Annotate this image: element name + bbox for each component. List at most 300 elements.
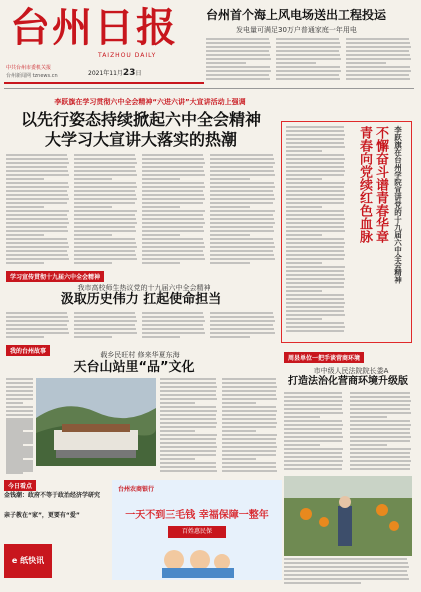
text-line (350, 428, 410, 430)
text-line (160, 406, 216, 408)
text-line (74, 214, 135, 216)
text-line (142, 316, 204, 318)
text-line (160, 450, 216, 452)
text-line (350, 468, 410, 470)
text-line (346, 78, 410, 80)
text-line (286, 134, 345, 136)
text-line (210, 214, 273, 216)
text-line (346, 46, 411, 48)
text-line (74, 158, 136, 160)
text-line (160, 430, 195, 432)
text-column (222, 378, 278, 474)
text-line (142, 254, 204, 256)
text-line (286, 218, 345, 220)
text-line (350, 416, 387, 418)
text-line (74, 186, 137, 188)
text-line (142, 178, 180, 180)
text-line (210, 226, 273, 228)
text-line (286, 230, 345, 232)
text-line (286, 226, 344, 228)
text-line (286, 246, 344, 248)
text-line (6, 456, 33, 458)
text-column (142, 154, 206, 268)
text-line (346, 70, 411, 72)
text-line (284, 582, 361, 584)
text-line (286, 158, 345, 160)
text-line (6, 178, 44, 180)
text-line (6, 414, 33, 416)
text-line (222, 438, 276, 440)
text-line (6, 190, 67, 192)
text-line (206, 50, 269, 52)
text-line (142, 230, 204, 232)
text-line (222, 446, 277, 448)
text-line (6, 254, 68, 256)
text-line (286, 206, 322, 208)
text-line (286, 150, 322, 152)
text-column (74, 312, 138, 342)
text-line (74, 222, 137, 224)
text-line (350, 412, 411, 414)
text-line (350, 456, 410, 458)
text-line (286, 322, 344, 324)
text-line (350, 432, 410, 434)
text-line (346, 62, 386, 64)
text-line (210, 246, 275, 248)
text-line (206, 54, 270, 56)
text-line (284, 400, 343, 402)
text-line (286, 170, 345, 172)
top-right-subhead: 发电量可满足30万户普通家庭一年用电 (236, 26, 357, 34)
text-line (210, 230, 274, 232)
text-line (206, 58, 271, 60)
ad-headline: 一天不到三毛钱 幸福保障一整年 (125, 510, 269, 521)
text-line (206, 42, 270, 44)
text-line (6, 432, 33, 434)
text-line (74, 238, 135, 240)
text-line (284, 448, 343, 450)
text-line (210, 174, 275, 176)
text-line (160, 442, 216, 444)
text-line (210, 312, 273, 314)
text-line (286, 214, 344, 216)
feature-title-2: 不懈奋斗谱青春华章 (373, 126, 388, 243)
text-line (286, 250, 344, 252)
text-line (286, 262, 322, 264)
text-line (142, 238, 203, 240)
text-line (6, 210, 69, 212)
text-line (160, 458, 195, 460)
text-column (210, 154, 276, 268)
text-line (142, 258, 205, 260)
text-line (210, 320, 275, 322)
text-line (210, 162, 275, 164)
text-line (206, 70, 271, 72)
text-column (350, 392, 412, 472)
text-line (74, 324, 135, 326)
text-line (350, 408, 410, 410)
text-line (286, 310, 344, 312)
text-line (160, 462, 216, 464)
station-photo (36, 378, 156, 466)
text-line (6, 464, 33, 466)
text-line (6, 202, 67, 204)
text-line (210, 328, 274, 330)
text-line (142, 262, 180, 264)
text-line (142, 320, 205, 322)
text-line (276, 74, 339, 76)
text-line (284, 578, 409, 580)
text-line (222, 386, 277, 388)
text-line (74, 166, 135, 168)
text-line (284, 468, 342, 470)
text-line (284, 392, 342, 394)
text-line (222, 402, 256, 404)
text-line (142, 222, 205, 224)
logo: 台州日报 (10, 4, 178, 51)
text-line (276, 78, 340, 80)
text-line (74, 202, 135, 204)
text-line (142, 186, 205, 188)
text-line (286, 138, 344, 140)
text-line (74, 320, 137, 322)
text-line (6, 328, 68, 330)
text-line (142, 250, 203, 252)
text-line (6, 158, 68, 160)
text-line (210, 210, 275, 212)
text-line (210, 250, 273, 252)
text-line (160, 382, 216, 384)
text-column (284, 392, 344, 472)
text-line (74, 182, 136, 184)
text-line (222, 454, 276, 456)
text-line (210, 190, 273, 192)
text-line (276, 46, 341, 48)
text-line (160, 386, 217, 388)
text-line (6, 398, 33, 400)
story-tab: 我的台州故事 (6, 345, 50, 356)
text-line (6, 182, 68, 184)
text-line (142, 332, 205, 334)
text-line (222, 394, 276, 396)
text-line (286, 254, 345, 256)
text-line (210, 222, 275, 224)
text-line (6, 448, 33, 450)
text-line (222, 406, 276, 408)
text-line (284, 404, 342, 406)
text-line (6, 440, 33, 442)
text-line (210, 324, 273, 326)
text-line (286, 238, 344, 240)
text-line (284, 464, 342, 466)
story-title: 天台山站里“品”文化 (73, 360, 195, 375)
text-line (6, 234, 44, 236)
divider (4, 88, 414, 89)
text-column (6, 154, 70, 268)
text-line (346, 50, 409, 52)
text-line (6, 154, 67, 156)
text-line (6, 406, 33, 408)
e-paper-badge: e 纸快讯 (4, 544, 52, 578)
text-line (286, 210, 344, 212)
text-line (142, 312, 203, 314)
text-line (286, 222, 344, 224)
text-line (286, 318, 322, 320)
text-line (222, 470, 277, 472)
text-line (286, 194, 345, 196)
text-line (160, 394, 216, 396)
text-line (6, 436, 33, 438)
text-line (142, 218, 204, 220)
text-line (142, 324, 203, 326)
text-line (286, 234, 322, 236)
text-line (210, 170, 274, 172)
text-column (346, 38, 412, 84)
text-line (160, 438, 216, 440)
text-line (160, 454, 216, 456)
text-line (74, 198, 137, 200)
text-line (284, 440, 342, 442)
text-line (6, 186, 69, 188)
text-line (6, 238, 67, 240)
text-line (74, 154, 135, 156)
text-line (284, 416, 320, 418)
story-kicker: 载乡民旺村 修来华夏东海 (100, 351, 180, 359)
text-line (286, 182, 345, 184)
text-line (6, 460, 33, 462)
text-line (6, 316, 68, 318)
second-kicker: 我市高校师生热议党的十九届六中全会精神 (77, 284, 211, 292)
text-line (284, 408, 342, 410)
text-line (276, 62, 316, 64)
text-line (142, 174, 205, 176)
text-line (6, 468, 33, 470)
text-line (286, 126, 344, 128)
text-line (346, 42, 410, 44)
text-line (6, 174, 69, 176)
text-line (6, 206, 44, 208)
lead-kicker: 李跃旗在学习贯彻六中全会精神“六进六讲”大宣讲活动上强调 (54, 98, 246, 106)
text-line (206, 38, 269, 40)
text-line (160, 434, 217, 436)
text-line (6, 386, 33, 388)
feature-title-1: 青春向党续红色血脉 (357, 126, 372, 243)
text-line (350, 396, 410, 398)
text-line (6, 198, 69, 200)
text-line (350, 444, 387, 446)
text-line (284, 456, 342, 458)
text-line (286, 306, 344, 308)
today-item-2[interactable]: 亲子教在“家”，更要有“爱” (4, 512, 80, 519)
text-line (206, 78, 270, 80)
text-line (286, 146, 345, 148)
date-year: 2021年11月 (88, 70, 123, 77)
text-line (160, 426, 216, 428)
text-line (6, 394, 33, 396)
text-line (6, 324, 67, 326)
text-line (206, 62, 246, 64)
today-highlights (4, 480, 108, 584)
text-line (222, 414, 276, 416)
text-line (284, 424, 343, 426)
text-line (222, 430, 256, 432)
text-line (284, 428, 342, 430)
text-line (210, 332, 275, 334)
text-line (210, 202, 273, 204)
text-line (350, 460, 411, 462)
text-line (210, 198, 275, 200)
text-line (210, 186, 275, 188)
text-line (6, 230, 68, 232)
text-line (222, 462, 276, 464)
text-line (142, 154, 203, 156)
text-line (160, 402, 195, 404)
text-line (286, 286, 344, 288)
text-line (74, 336, 112, 338)
text-line (222, 398, 277, 400)
text-line (142, 246, 205, 248)
bank-ad (112, 480, 282, 580)
right-lower-tab: 周县单位一把手谈营商环境 (284, 352, 364, 363)
text-line (346, 58, 411, 60)
text-line (142, 242, 204, 244)
text-line (74, 242, 136, 244)
text-line (142, 194, 204, 196)
text-line (286, 274, 344, 276)
text-line (6, 250, 67, 252)
today-item-1[interactable]: 金钱潮：政府不等于政治经济学研究 (4, 492, 101, 499)
text-line (286, 298, 344, 300)
text-line (74, 258, 137, 260)
text-line (222, 426, 276, 428)
text-line (210, 182, 274, 184)
text-line (160, 422, 217, 424)
text-line (222, 418, 276, 420)
text-line (6, 242, 68, 244)
text-line (286, 294, 344, 296)
text-line (6, 320, 69, 322)
text-line (6, 378, 33, 380)
text-line (6, 402, 23, 404)
text-line (74, 194, 136, 196)
text-line (210, 336, 250, 338)
text-line (286, 190, 344, 192)
text-line (6, 424, 33, 426)
text-line (142, 214, 203, 216)
text-line (142, 170, 204, 172)
text-line (142, 202, 203, 204)
text-line (276, 70, 341, 72)
text-line (6, 428, 33, 430)
publisher-label: 中共台州市委机关报 (6, 65, 52, 71)
masthead (6, 2, 206, 66)
top-right-headline: 台州首个海上风电场送出工程投运 (206, 8, 387, 22)
text-line (286, 162, 344, 164)
text-line (284, 444, 320, 446)
ad-bank-name: 台州农商银行 (118, 486, 155, 493)
text-column (142, 312, 206, 342)
logo-english: TAIZHOU DAILY (98, 52, 157, 59)
text-line (74, 316, 136, 318)
text-line (6, 452, 33, 454)
text-line (74, 162, 137, 164)
text-line (6, 170, 68, 172)
text-column (6, 420, 34, 476)
text-line (74, 170, 136, 172)
text-line (6, 262, 44, 264)
lead-title-line2: 大学习大宣讲大落实的热潮 (44, 130, 237, 149)
ad-illustration (152, 542, 242, 578)
text-line (210, 206, 250, 208)
feature-box (281, 121, 412, 343)
text-line (276, 42, 340, 44)
text-line (6, 312, 67, 314)
text-line (284, 420, 342, 422)
text-line (6, 336, 44, 338)
text-line (350, 436, 411, 438)
date-day: 23 (122, 68, 136, 78)
text-line (142, 182, 204, 184)
text-column (6, 312, 70, 342)
text-column (284, 558, 412, 586)
text-line (6, 390, 33, 392)
text-line (74, 218, 136, 220)
text-line (284, 570, 407, 572)
second-title: 汲取历史伟力 扛起使命担当 (60, 292, 222, 307)
text-line (350, 440, 410, 442)
text-line (284, 412, 343, 414)
text-line (346, 38, 409, 40)
text-line (284, 396, 342, 398)
text-line (160, 446, 217, 448)
text-line (142, 234, 180, 236)
text-line (286, 130, 344, 132)
text-line (286, 282, 344, 284)
text-line (6, 222, 69, 224)
text-line (142, 162, 205, 164)
text-line (284, 574, 408, 576)
text-line (206, 46, 271, 48)
text-line (74, 234, 112, 236)
text-line (210, 242, 274, 244)
text-line (74, 230, 136, 232)
text-line (6, 162, 69, 164)
right-lower-title: 打造法治化营商环境升级版 (288, 376, 408, 387)
text-line (210, 154, 273, 156)
text-line (350, 392, 410, 394)
text-line (286, 266, 345, 268)
text-line (286, 326, 345, 328)
text-line (222, 378, 276, 380)
text-line (6, 218, 68, 220)
text-line (276, 50, 339, 52)
right-lower-kicker: 市中级人民法院院长娄A (313, 367, 389, 375)
feature-kicker: 李跃旗在台州学院宣讲党的十九届六中全会精神 (393, 126, 403, 284)
text-line (74, 174, 137, 176)
text-line (350, 452, 410, 454)
text-line (160, 414, 216, 416)
text-line (74, 312, 135, 314)
text-line (142, 336, 180, 338)
text-line (286, 278, 345, 280)
text-line (210, 178, 250, 180)
text-line (286, 178, 322, 180)
text-line (350, 464, 410, 466)
text-line (276, 66, 340, 68)
text-line (286, 242, 345, 244)
text-line (286, 174, 344, 176)
text-line (6, 410, 33, 412)
